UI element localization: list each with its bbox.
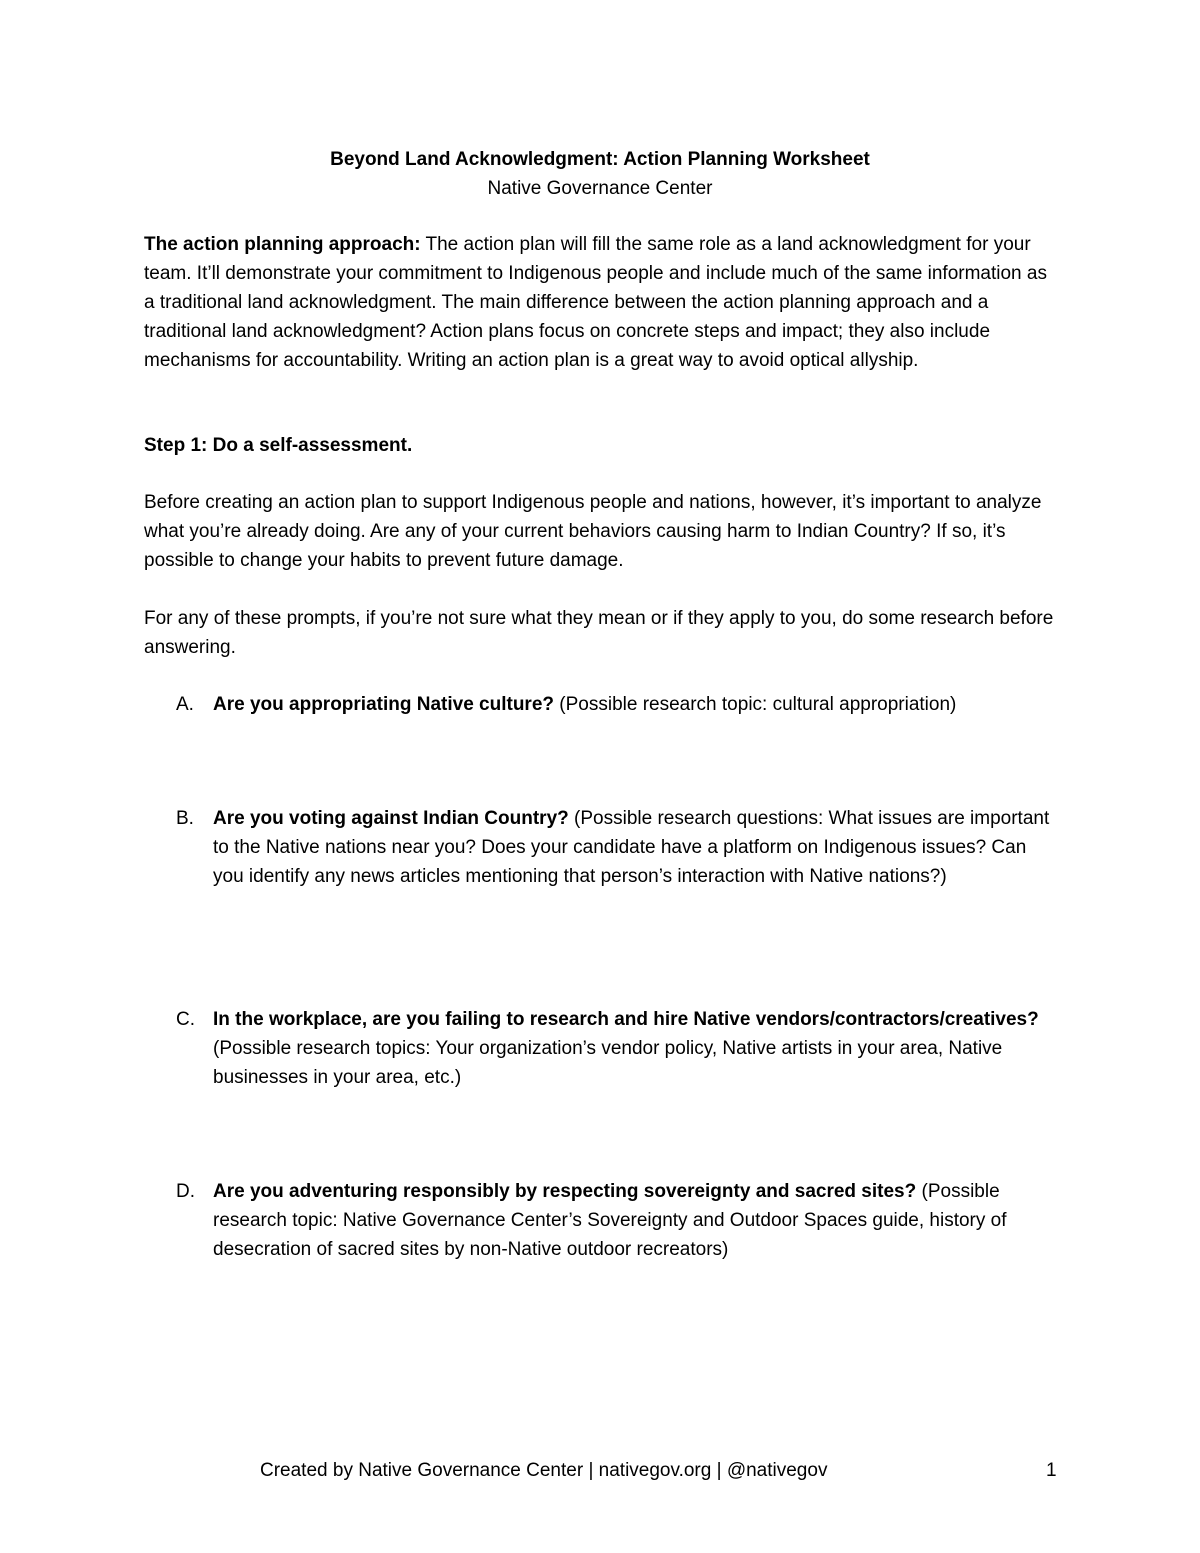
prompt-question: Are you appropriating Native culture? bbox=[213, 694, 554, 715]
prompt-note: (Possible research topic: cultural appropriation) bbox=[554, 694, 957, 715]
prompt-text bbox=[213, 1177, 1059, 1264]
prompt-item-d bbox=[144, 1177, 1059, 1264]
prompt-item-a bbox=[144, 690, 1059, 719]
footer-credit: Created by Native Governance Center | nativegov.org | @nativegov bbox=[260, 1460, 828, 1481]
prompt-question: Are you adventuring responsibly by respecting sovereignty and sacred sites? bbox=[213, 1181, 917, 1202]
prompt-text bbox=[213, 690, 1059, 719]
intro-text: The action plan will fill the same role as a land acknowledgment for your team. It’ll demonstrate your commitment to Indigenous people and include much of the same information as a traditional land acknowledgment. The main difference between the action planning approach and a traditional land acknowledgment? Action plans focus on concrete steps and impact; they also include mechanisms for accountability. Writing an action plan is a great way to avoid optical allyship. bbox=[144, 234, 1047, 371]
prompt-text bbox=[213, 804, 1059, 891]
prompt-note: (Possible research topics: Your organization’s vendor policy, Native artists in your area, Native businesses in your area, etc.) bbox=[213, 1038, 1003, 1088]
prompt-question: In the workplace, are you failing to research and hire Native vendors/contractors/creatives? bbox=[213, 1009, 1039, 1030]
prompt-note: (Possible research questions: What issues are important to the Native nations near you? Does your candidate have a platform on Indigenous issues? Can you identify any news articles mentioning that person’s interaction with Native nations?) bbox=[213, 808, 1050, 887]
page-number: 1 bbox=[1046, 1460, 1057, 1481]
prompt-letter: D. bbox=[176, 1181, 195, 1202]
step1-paragraph-2: For any of these prompts, if you’re not sure what they mean or if they apply to you, do some research before answering. bbox=[144, 608, 1054, 658]
title-block bbox=[0, 145, 1200, 203]
intro-label: The action planning approach: bbox=[144, 234, 421, 255]
prompt-item-c bbox=[144, 1005, 1059, 1092]
prompt-question: Are you voting against Indian Country? bbox=[213, 808, 569, 829]
intro-paragraph bbox=[144, 230, 1059, 375]
prompt-letter: B. bbox=[176, 808, 194, 829]
prompt-letter: C. bbox=[176, 1009, 195, 1030]
prompt-note: (Possible research topic: Native Governance Center’s Sovereignty and Outdoor Spaces guide, history of desecration of sacred sites by non-Native outdoor recreators) bbox=[213, 1181, 1007, 1260]
step1-paragraph-1: Before creating an action plan to support Indigenous people and nations, however, it’s important to analyze what you’re already doing. Are any of your current behaviors causing harm to Indian Country? If so, it’s possible to change your habits to prevent future damage. bbox=[144, 492, 1042, 571]
document-subtitle: Native Governance Center bbox=[487, 178, 713, 199]
prompt-letter: A. bbox=[176, 694, 194, 715]
step1-heading: Step 1: Do a self-assessment. bbox=[144, 435, 413, 456]
document-title: Beyond Land Acknowledgment: Action Planning Worksheet bbox=[330, 149, 870, 170]
prompt-text bbox=[213, 1005, 1059, 1092]
prompt-item-b bbox=[144, 804, 1059, 891]
